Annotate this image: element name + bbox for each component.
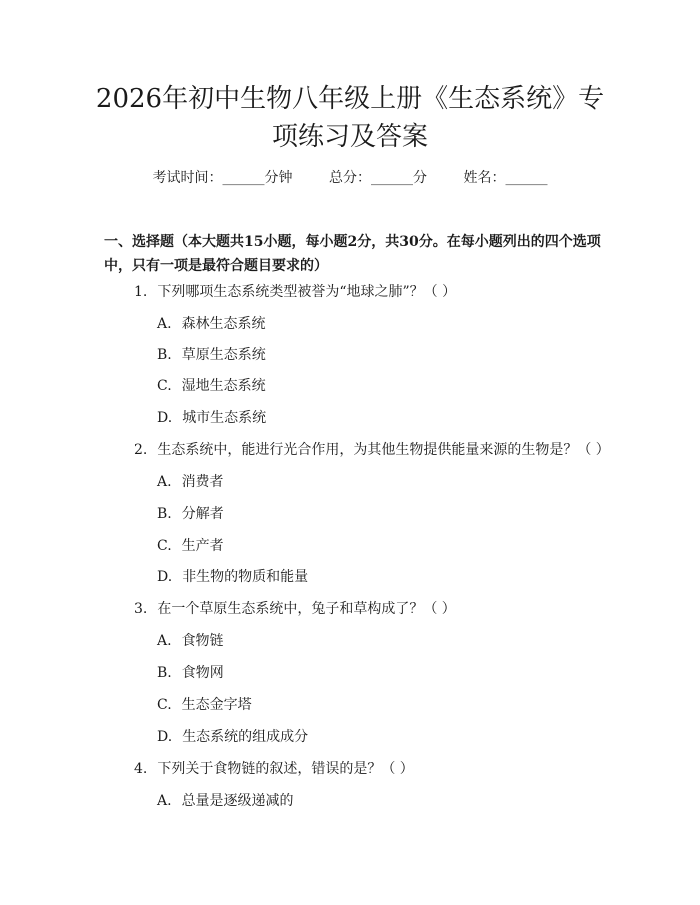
option-letter: D.: [157, 729, 173, 745]
question-1: [134, 283, 456, 301]
option-text: 非生物的物质和能量: [182, 569, 309, 585]
option-1d: [157, 409, 266, 427]
option-text: 消费者: [181, 474, 224, 490]
option-2a: [157, 473, 224, 491]
option-text: 总量是逐级递减的: [181, 793, 294, 809]
option-letter: C.: [157, 378, 172, 394]
option-1a: [157, 315, 266, 333]
option-1c: [157, 377, 266, 395]
option-letter: A.: [157, 474, 172, 490]
option-4a: [157, 792, 294, 810]
option-3c: [157, 696, 252, 714]
question-4: [134, 760, 414, 778]
option-letter: A.: [157, 793, 172, 809]
question-number: 2.: [134, 442, 148, 458]
option-2d: [157, 568, 308, 586]
option-text: 生态系统的组成成分: [182, 729, 309, 745]
option-letter: B.: [157, 506, 172, 522]
section-heading-choice: 一、选择题（本大题共15小题，每小题2分，共30分。在每小题列出的四个选项中，只有一项是最符合题目要求的）: [104, 234, 601, 274]
page-title: [80, 80, 620, 156]
name-field: 姓名：______: [463, 170, 548, 186]
option-text: 分解者: [181, 506, 224, 522]
option-2b: [157, 505, 224, 523]
question-number: 1.: [134, 284, 148, 300]
question-number: 3.: [134, 601, 148, 617]
question-text: 下列哪项生态系统类型被誉为“地球之肺”？（ ）: [157, 284, 457, 300]
option-3a: [157, 632, 224, 650]
option-letter: C.: [157, 697, 172, 713]
option-letter: D.: [157, 410, 173, 426]
option-text: 草原生态系统: [181, 347, 266, 363]
option-letter: B.: [157, 665, 172, 681]
title-line-1: 2026年初中生物八年级上册《生态系统》专: [95, 84, 605, 114]
option-3b: [157, 664, 224, 682]
option-letter: A.: [157, 633, 172, 649]
question-number: 4.: [134, 761, 148, 777]
total-score-field: 总分：______分: [329, 170, 427, 186]
exam-info-line: [0, 169, 700, 187]
option-letter: C.: [157, 538, 172, 554]
question-text: 生态系统中，能进行光合作用，为其他生物提供能量来源的生物是？（ ）: [157, 442, 610, 458]
option-text: 食物链: [181, 633, 224, 649]
question-text: 在一个草原生态系统中，兔子和草构成了？（ ）: [157, 601, 456, 617]
question-text: 下列关于食物链的叙述，错误的是？（ ）: [157, 761, 414, 777]
option-letter: D.: [157, 569, 173, 585]
option-text: 生态金字塔: [181, 697, 252, 713]
option-text: 湿地生态系统: [181, 378, 266, 394]
option-text: 生产者: [181, 538, 224, 554]
question-2: [134, 441, 610, 459]
option-3d: [157, 728, 308, 746]
option-text: 森林生态系统: [181, 316, 266, 332]
option-text: 食物网: [181, 665, 224, 681]
option-letter: A.: [157, 316, 172, 332]
option-letter: B.: [157, 347, 172, 363]
title-line-2: 项练习及答案: [271, 122, 428, 152]
question-3: [134, 600, 456, 618]
option-2c: [157, 537, 224, 555]
exam-time-field: 考试时间：______分钟: [152, 170, 293, 186]
option-text: 城市生态系统: [182, 410, 267, 426]
option-1b: [157, 346, 266, 364]
